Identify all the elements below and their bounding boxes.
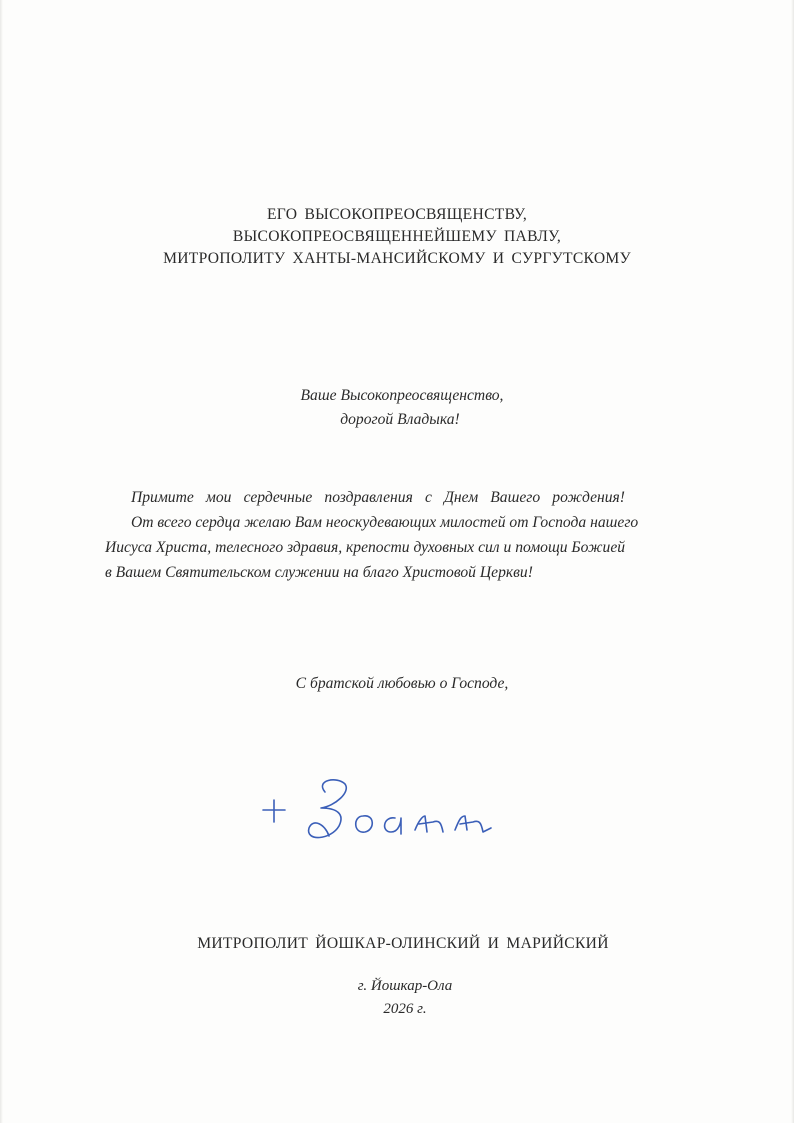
signature-letter (415, 816, 443, 832)
closing-phrase (0, 672, 794, 696)
signature-initial (309, 780, 347, 838)
place-date-block (0, 975, 794, 1021)
salutation-line: Ваше Высокопреосвященство, (300, 387, 504, 404)
body-line: Примите мои сердечные поздравления с Днем Вашего рождения! (131, 489, 625, 506)
addressee-line: ВЫСОКОПРЕОСВЯЩЕННЕЙШЕМУ ПАВЛУ, (232, 228, 562, 245)
salutation-line: дорогой Владыка! (340, 411, 460, 428)
scan-edge-left (0, 0, 3, 1123)
body-line: Иисуса Христа, телесного здравия, крепости духовных сил и помощи Божией (105, 539, 626, 556)
signature-letter (385, 818, 401, 834)
signature-letter (455, 816, 491, 832)
salutation-block (0, 384, 794, 432)
body-line: От всего сердца желаю Вам неоскудевающих милостей от Господа нашего (131, 514, 639, 531)
place-text: г. Йошкар-Ола (357, 978, 453, 994)
sender-text: МИТРОПОЛИТ ЙОШКАР-ОЛИНСКИЙ И МАРИЙСКИЙ (197, 935, 609, 952)
addressee-line: МИТРОПОЛИТУ ХАНТЫ-МАНСИЙСКОМУ И СУРГУТСКОМУ (163, 250, 631, 267)
date-text: 2026 г. (383, 1001, 427, 1017)
sender-title (0, 935, 794, 953)
addressee-line: ЕГО ВЫСОКОПРЕОСВЯЩЕНСТВУ, (266, 206, 528, 223)
handwritten-signature (255, 770, 525, 860)
letter-body (105, 485, 639, 585)
body-line: в Вашем Святительском служении на благо Христовой Церкви! (105, 564, 533, 581)
closing-text: С братской любовью о Господе, (295, 675, 509, 692)
addressee-block (0, 204, 794, 270)
signature-letter (356, 816, 373, 832)
signature-cross (263, 800, 285, 822)
